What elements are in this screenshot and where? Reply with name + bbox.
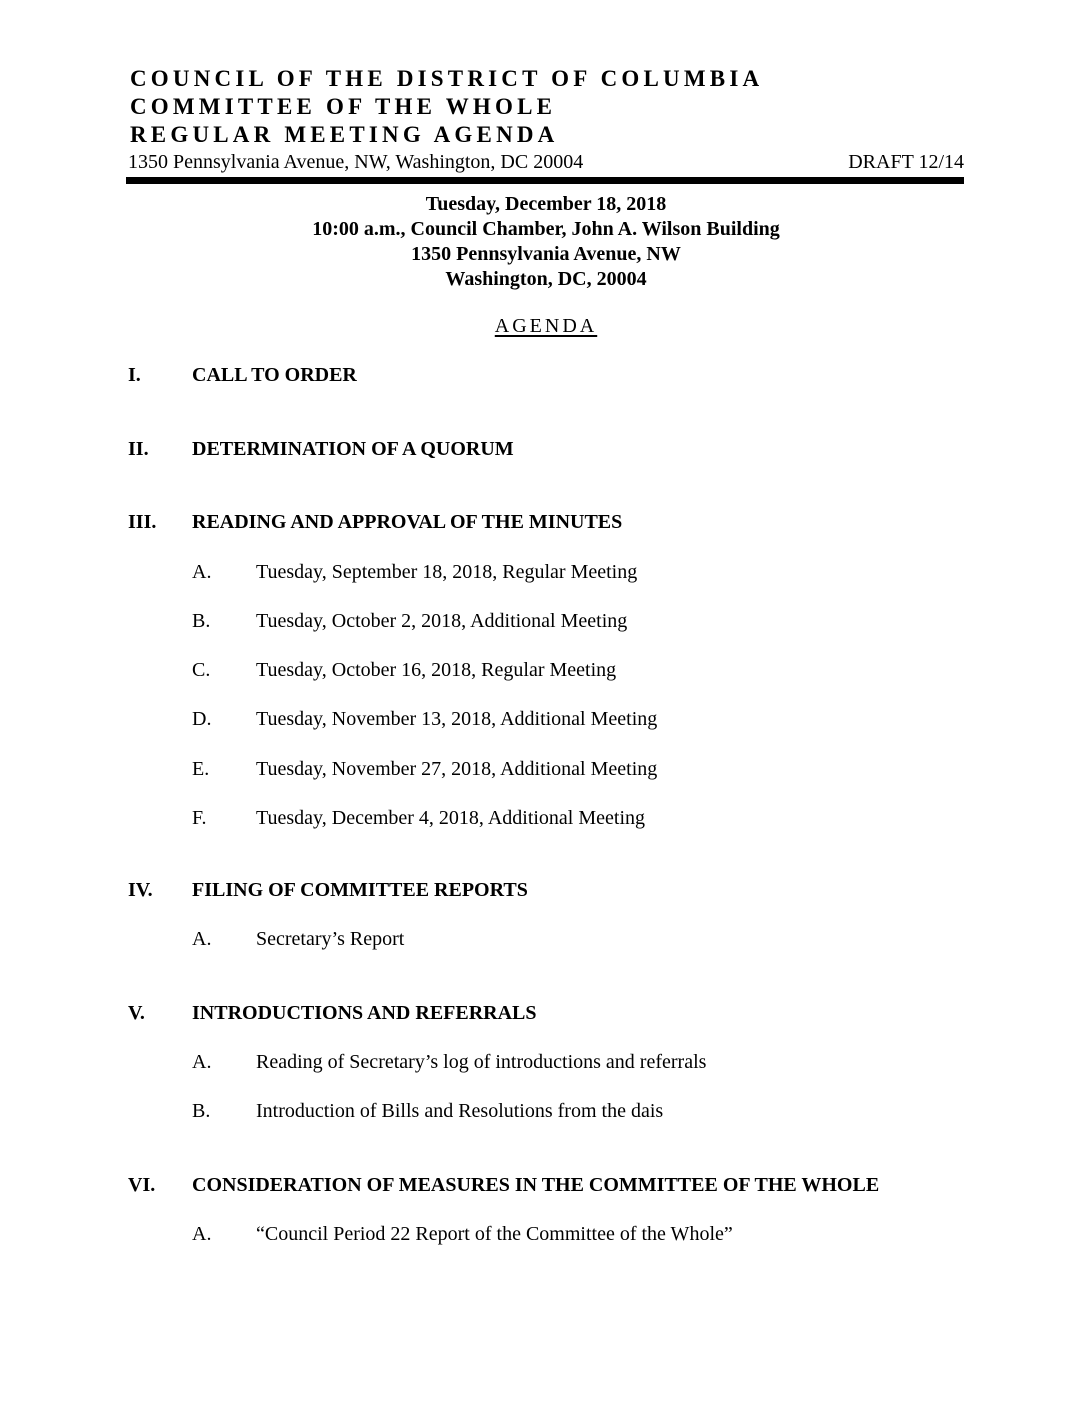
item-letter: A.	[192, 561, 212, 583]
meeting-city: Washington, DC, 20004	[445, 268, 647, 290]
item-text: Reading of Secretary’s log of introductions and referrals	[256, 1051, 707, 1073]
address-row	[128, 150, 964, 174]
section-title: CALL TO ORDER	[192, 364, 357, 386]
meeting-info	[128, 192, 964, 292]
item-text: Secretary’s Report	[256, 928, 405, 950]
section-number: III.	[128, 511, 157, 533]
item-letter: E.	[192, 758, 210, 780]
item-letter: A.	[192, 928, 212, 950]
item-text: “Council Period 22 Report of the Committee of the Whole”	[256, 1223, 733, 1245]
item-text: Tuesday, October 16, 2018, Regular Meeting	[256, 659, 617, 681]
council-heading: COUNCIL OF THE DISTRICT OF COLUMBIA	[130, 66, 764, 91]
item-text: Tuesday, November 27, 2018, Additional Meeting	[256, 758, 658, 780]
item-letter: F.	[192, 807, 207, 829]
header-rule	[126, 177, 964, 184]
item-letter: A.	[192, 1223, 212, 1245]
section-number: VI.	[128, 1174, 156, 1196]
item-letter: C.	[192, 659, 211, 681]
agenda-title	[128, 314, 964, 338]
section-number: IV.	[128, 879, 153, 901]
section-title: DETERMINATION OF A QUORUM	[192, 438, 514, 460]
item-text: Tuesday, October 2, 2018, Additional Meeting	[256, 610, 628, 632]
draft-label: DRAFT 12/14	[848, 151, 964, 173]
committee-heading: COMMITTEE OF THE WHOLE	[130, 94, 557, 119]
section-title: CONSIDERATION OF MEASURES IN THE COMMITTEE OF THE WHOLE	[192, 1174, 880, 1196]
item-letter: A.	[192, 1051, 212, 1073]
item-letter: B.	[192, 1100, 211, 1122]
item-text: Tuesday, December 4, 2018, Additional Meeting	[256, 807, 646, 829]
item-letter: D.	[192, 708, 212, 730]
section-number: V.	[128, 1002, 145, 1024]
section-title: READING AND APPROVAL OF THE MINUTES	[192, 511, 623, 533]
section-title: INTRODUCTIONS AND REFERRALS	[192, 1002, 537, 1024]
meeting-time-place: 10:00 a.m., Council Chamber, John A. Wilson Building	[312, 218, 780, 240]
agenda-title-text: AGENDA	[494, 315, 598, 337]
item-text: Introduction of Bills and Resolutions from the dais	[256, 1100, 664, 1122]
meeting-street: 1350 Pennsylvania Avenue, NW	[411, 243, 681, 265]
item-text: Tuesday, November 13, 2018, Additional Meeting	[256, 708, 658, 730]
section-number: II.	[128, 438, 149, 460]
meeting-date: Tuesday, December 18, 2018	[425, 193, 667, 215]
section-title: FILING OF COMMITTEE REPORTS	[192, 879, 528, 901]
item-letter: B.	[192, 610, 211, 632]
section-number: I.	[128, 364, 141, 386]
address-text: 1350 Pennsylvania Avenue, NW, Washington, DC 20004	[128, 151, 584, 173]
item-text: Tuesday, September 18, 2018, Regular Meeting	[256, 561, 638, 583]
agenda-heading: REGULAR MEETING AGENDA	[130, 122, 559, 147]
